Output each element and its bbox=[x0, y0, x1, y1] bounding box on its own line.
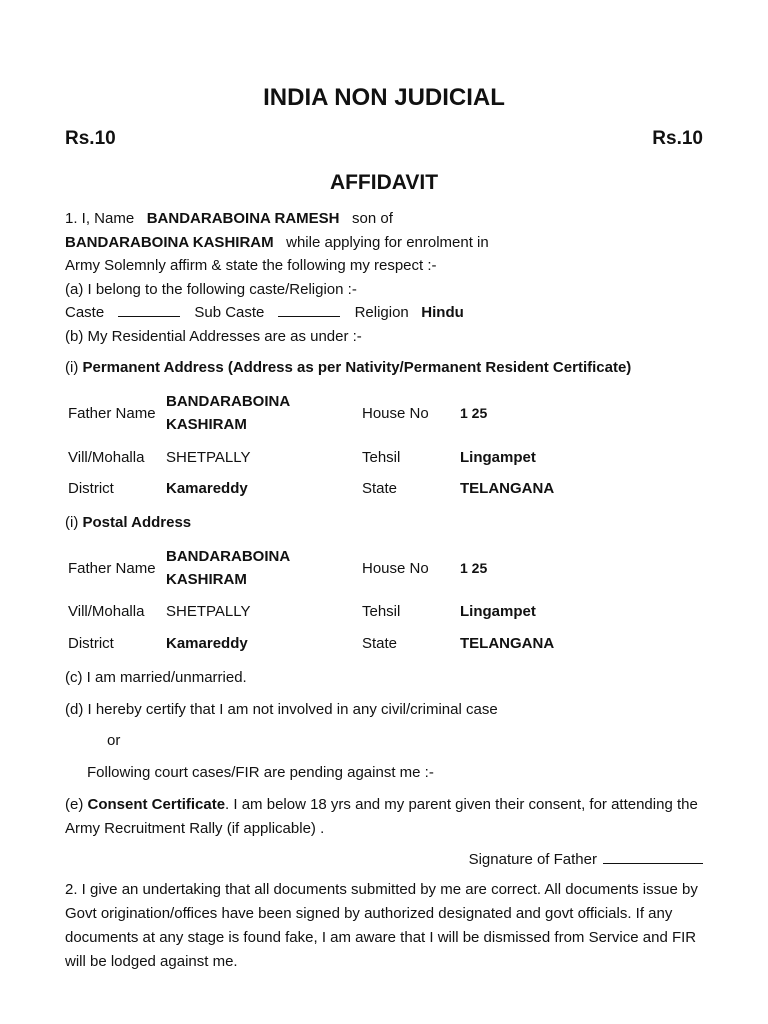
post-father-value-1: BANDARABOINA bbox=[166, 548, 291, 565]
consent-text: . I am below 18 yrs and my parent given their consent, for attending the Army Recruitment Rally (if applicable) . bbox=[65, 796, 698, 837]
post-state-label: State bbox=[362, 635, 398, 652]
undertaking-paragraph: 2. I give an undertaking that all documents submitted by me are correct. All documents issue by Govt origination/offices have been signed by authorized designated and govt officials. If any documents at any stage is found fake, I am aware that I will be dismissed from Service and FIR will be lodged against me. bbox=[65, 881, 698, 970]
applying-text: while applying for enrolment in bbox=[286, 234, 489, 251]
signature-blank bbox=[603, 849, 703, 864]
post-father-value-2: KASHIRAM bbox=[166, 571, 247, 588]
post-house-label: House No bbox=[362, 560, 429, 577]
father-name: BANDARABOINA KASHIRAM bbox=[65, 234, 274, 251]
subcaste-label: Sub Caste bbox=[194, 304, 265, 321]
court-cases-line: Following court cases/FIR are pending against me :- bbox=[87, 764, 434, 781]
post-vill-label: Vill/Mohalla bbox=[68, 603, 145, 620]
consent-paragraph bbox=[65, 793, 705, 841]
post-vill-value: SHETPALLY bbox=[166, 603, 251, 620]
postal-heading-text: Postal Address bbox=[82, 514, 192, 531]
perm-father-value-2: KASHIRAM bbox=[166, 416, 247, 433]
marital-status-line: (c) I am married/unmarried. bbox=[65, 669, 247, 686]
perm-state-label: State bbox=[362, 480, 398, 497]
or-text: or bbox=[107, 732, 121, 749]
postal-prefix: (i) bbox=[65, 514, 79, 531]
consent-heading: Consent Certificate bbox=[87, 796, 226, 813]
perm-vill-value: SHETPALLY bbox=[166, 449, 251, 466]
intro-prefix: 1. I, Name bbox=[65, 210, 135, 227]
intro-line-1 bbox=[65, 207, 393, 231]
son-of-text: son of bbox=[352, 210, 393, 227]
post-district-value: Kamareddy bbox=[166, 635, 248, 652]
religion-label: Religion bbox=[354, 304, 409, 321]
post-house-value: 1 25 bbox=[460, 560, 488, 576]
intro-line-6: (b) My Residential Addresses are as under :- bbox=[65, 328, 362, 345]
consent-prefix: (e) bbox=[65, 796, 84, 813]
intro-line-4: (a) I belong to the following caste/Religion :- bbox=[65, 281, 357, 298]
stamp-value-right: Rs.10 bbox=[652, 128, 703, 149]
caste-blank bbox=[118, 302, 180, 317]
perm-district-value: Kamareddy bbox=[166, 480, 248, 497]
permanent-heading-text: Permanent Address (Address as per Nativity/Permanent Resident Certificate) bbox=[82, 359, 632, 376]
religion-value: Hindu bbox=[421, 304, 464, 321]
signature-label: Signature of Father bbox=[468, 851, 597, 868]
subcaste-blank bbox=[278, 302, 340, 317]
perm-father-value-1: BANDARABOINA bbox=[166, 393, 291, 410]
caste-line bbox=[65, 301, 464, 325]
perm-district-label: District bbox=[68, 480, 114, 497]
perm-house-value: 1 25 bbox=[460, 405, 488, 421]
caste-label: Caste bbox=[65, 304, 105, 321]
postal-address-heading bbox=[65, 511, 191, 535]
perm-father-label: Father Name bbox=[68, 405, 156, 422]
intro-line-3: Army Solemnly affirm & state the following my respect :- bbox=[65, 257, 437, 274]
stamp-value-left: Rs.10 bbox=[65, 128, 116, 149]
perm-tehsil-value: Lingampet bbox=[460, 449, 536, 466]
perm-state-value: TELANGANA bbox=[460, 480, 555, 497]
post-tehsil-value: Lingampet bbox=[460, 603, 536, 620]
applicant-name: BANDARABOINA RAMESH bbox=[146, 210, 340, 227]
perm-tehsil-label: Tehsil bbox=[362, 449, 401, 466]
certify-line: (d) I hereby certify that I am not involved in any civil/criminal case bbox=[65, 701, 498, 718]
intro-line-2 bbox=[65, 231, 489, 255]
post-state-value: TELANGANA bbox=[460, 635, 555, 652]
father-signature-line bbox=[469, 848, 703, 872]
perm-house-label: House No bbox=[362, 405, 429, 422]
perm-vill-label: Vill/Mohalla bbox=[68, 449, 145, 466]
post-district-label: District bbox=[68, 635, 114, 652]
affidavit-heading: AFFIDAVIT bbox=[329, 171, 439, 194]
permanent-prefix: (i) bbox=[65, 359, 79, 376]
permanent-address-heading bbox=[65, 356, 631, 380]
post-father-label: Father Name bbox=[68, 560, 156, 577]
post-tehsil-label: Tehsil bbox=[362, 603, 401, 620]
document-title: INDIA NON JUDICIAL bbox=[263, 84, 505, 111]
